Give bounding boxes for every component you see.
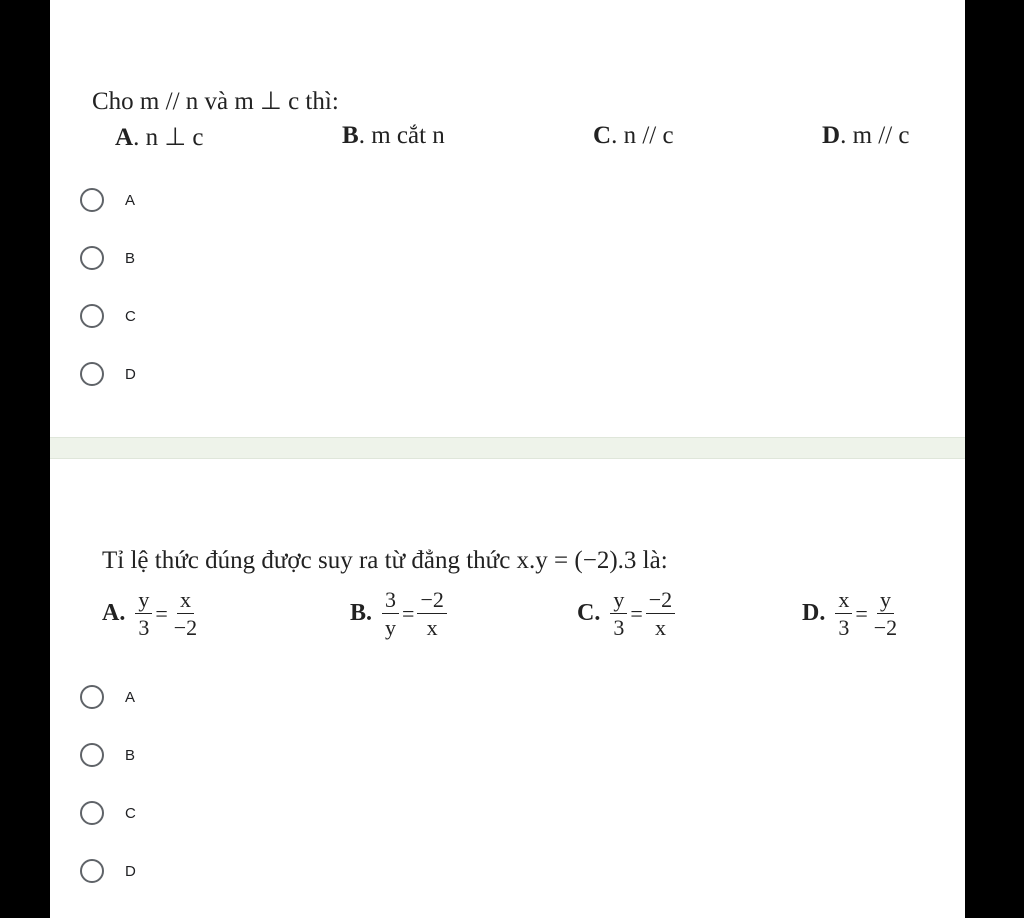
radio-button[interactable] — [80, 743, 104, 767]
radio-button[interactable] — [80, 801, 104, 825]
radio-button[interactable] — [80, 685, 104, 709]
q2-option-c: C. $\frac{y}{3}$ = $\frac{-2}{x}$ — [577, 588, 677, 639]
q1-choice-d[interactable] — [80, 359, 136, 389]
choice-label: D — [125, 862, 136, 880]
q2-option-d: D. $\frac{x}{3}$ = $\frac{y}{-2}$ — [802, 587, 898, 641]
q1-option-c: C. n // c — [593, 122, 674, 149]
radio-button[interactable] — [80, 246, 104, 270]
q1-choice-b[interactable] — [80, 243, 135, 273]
q1-option-d: D. m // c — [822, 122, 910, 149]
radio-button[interactable] — [80, 362, 104, 386]
question-card-2 — [50, 459, 965, 918]
q1-choice-c[interactable] — [80, 301, 136, 331]
choice-label: A — [125, 688, 136, 706]
q2-choice-d[interactable] — [80, 856, 136, 886]
choice-label: C — [125, 307, 136, 325]
choice-label: C — [125, 804, 136, 822]
q2-choice-c[interactable] — [80, 798, 136, 828]
section-divider — [50, 437, 965, 459]
choice-label: B — [125, 249, 136, 267]
q2-option-a: A. $\frac{y}{3}$ = $\frac{x}{-2}$ — [102, 587, 198, 641]
question-card-1 — [50, 0, 965, 437]
q1-choice-a[interactable] — [80, 185, 135, 215]
q2-choice-a[interactable] — [80, 682, 135, 712]
question-2-text: Tỉ lệ thức đúng được suy ra từ đẳng thức x.y = (−2).3 là: — [102, 547, 668, 574]
choice-label: B — [125, 746, 136, 764]
choice-label: A — [125, 191, 136, 209]
q2-option-b: B. $\frac{3}{y}$ = $\frac{-2}{x}$ — [350, 588, 449, 639]
radio-button[interactable] — [80, 304, 104, 328]
form-page — [50, 0, 965, 918]
question-1-text: Cho m // n và m ⊥ c thì: — [92, 88, 339, 115]
radio-button[interactable] — [80, 188, 104, 212]
q1-option-a: A. n ⊥ c — [115, 124, 204, 151]
q1-option-b: B. m cắt n — [342, 122, 445, 149]
radio-button[interactable] — [80, 859, 104, 883]
q2-choice-b[interactable] — [80, 740, 135, 770]
choice-label: D — [125, 365, 136, 383]
